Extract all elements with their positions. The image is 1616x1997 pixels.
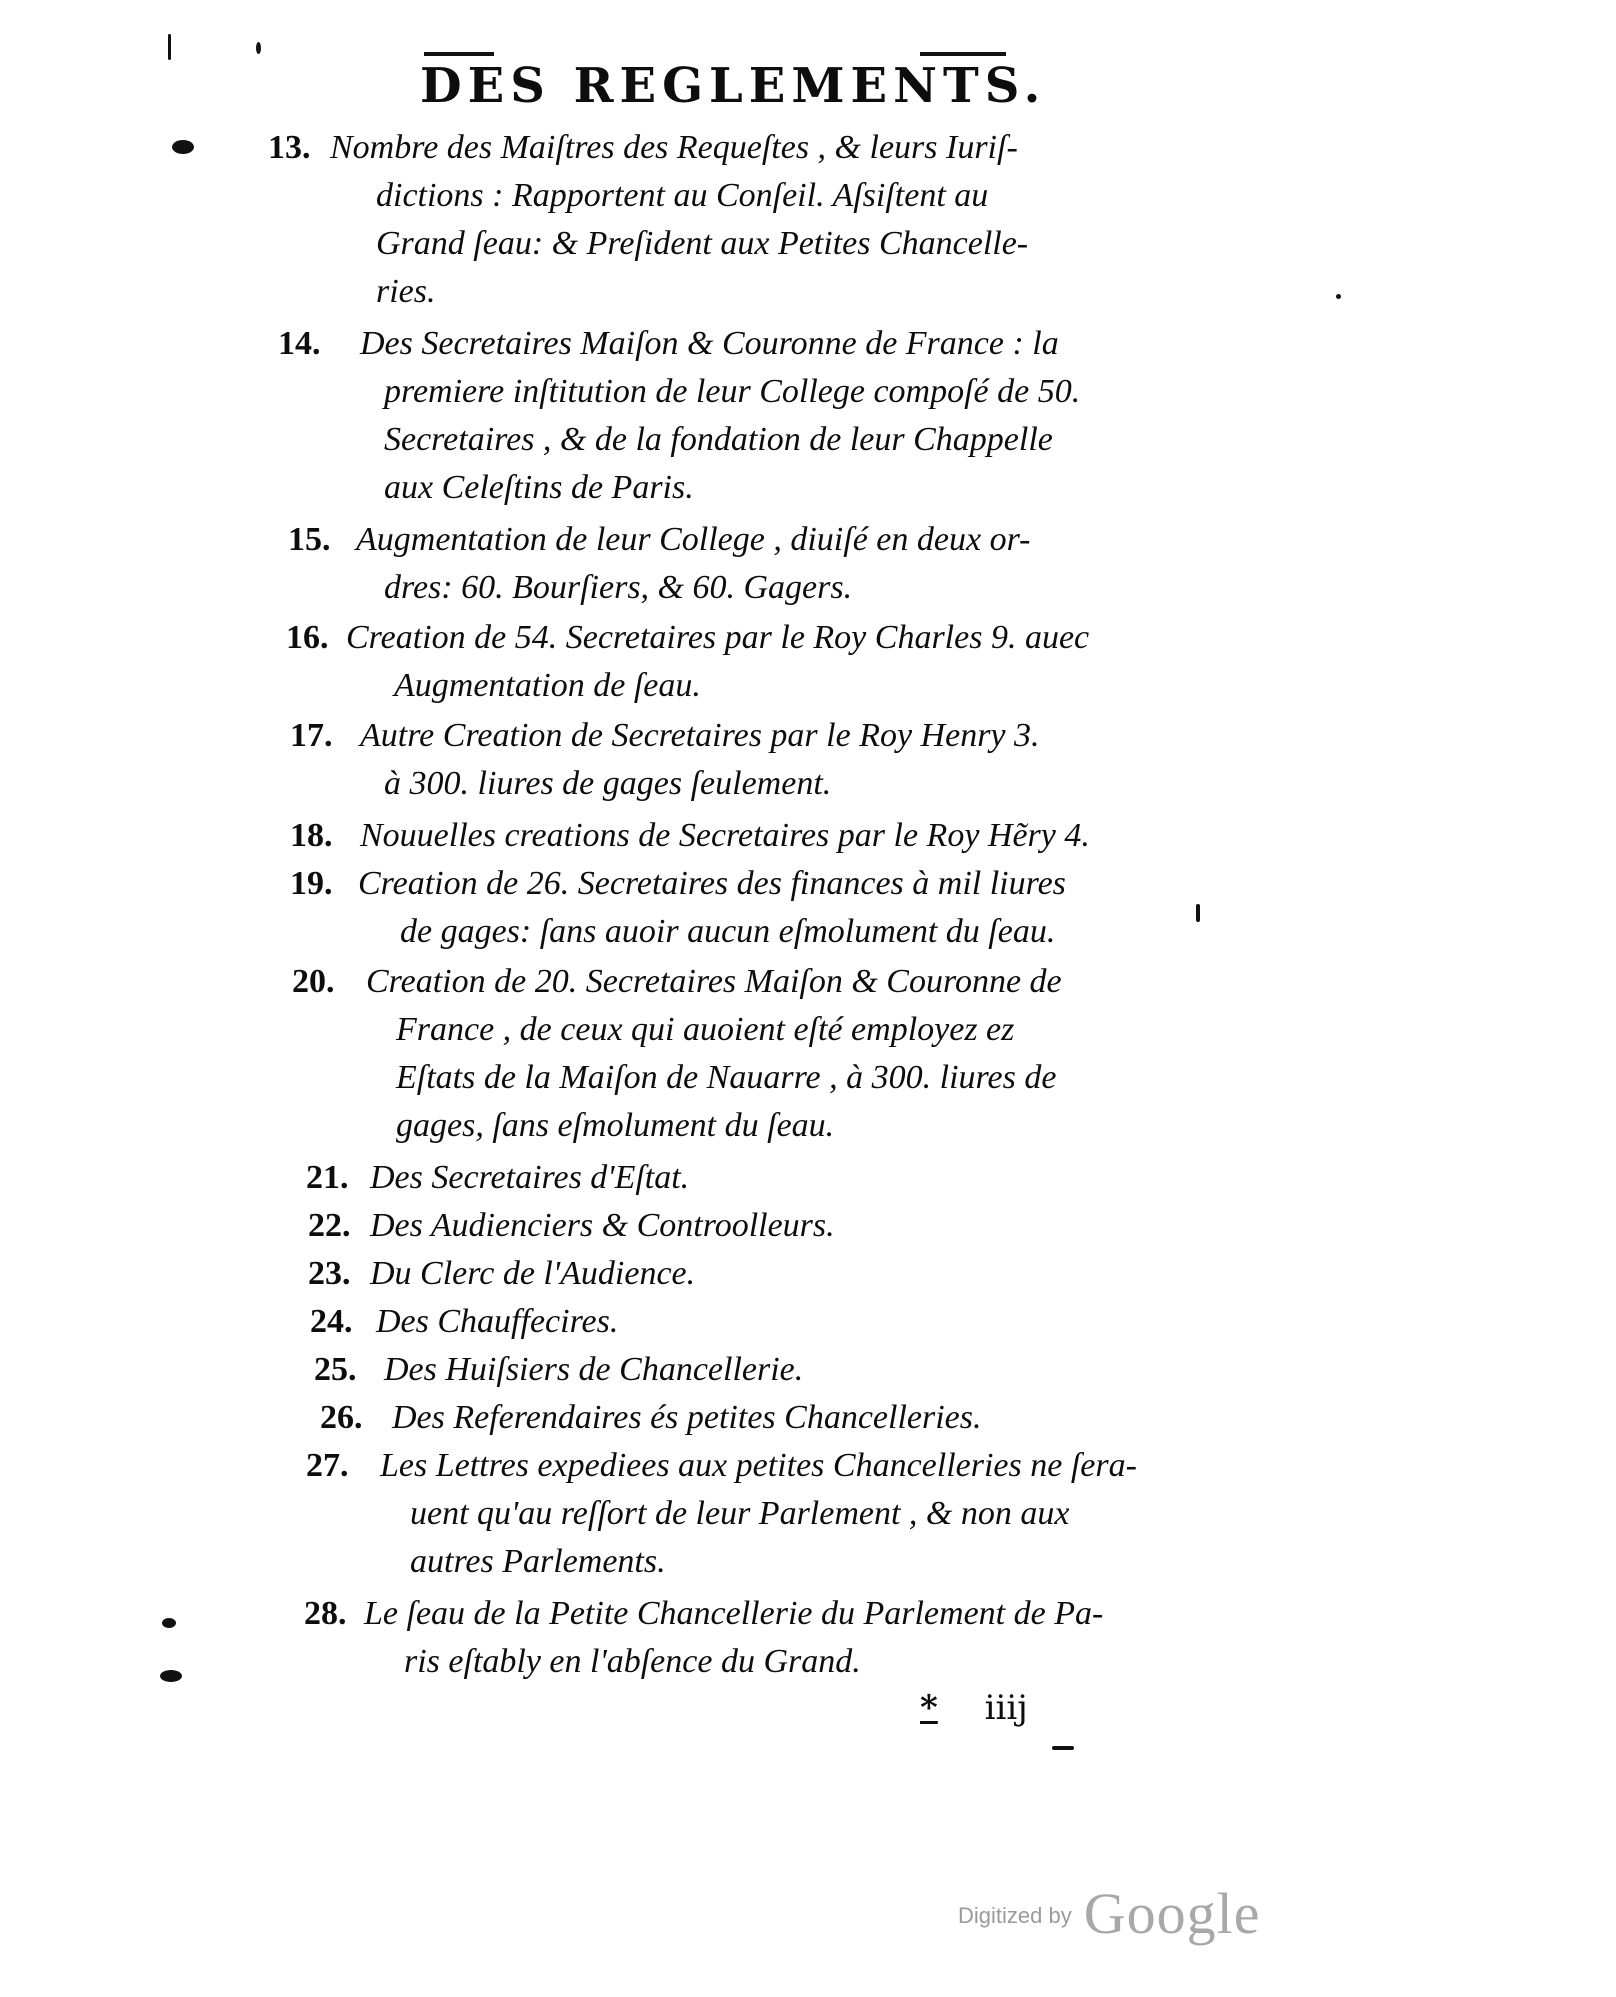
entry-number: 15. — [288, 521, 331, 558]
entry-text-line: Augmentation de leur College , diuiſé en deux or- — [356, 521, 1031, 558]
entry-text-line: Des Audienciers & Controolleurs. — [370, 1207, 835, 1244]
scan-speck — [168, 34, 171, 60]
entry-text-line: Les Lettres expediees aux petites Chancelleries ne ſera- — [380, 1447, 1137, 1484]
entry-text-line: dictions : Rapportent au Conſeil. Aſsiſtent au — [376, 177, 989, 214]
entry-text-line: aux Celeſtins de Paris. — [384, 469, 694, 506]
entry-text-line: Creation de 20. Secretaires Maiſon & Couronne de — [366, 963, 1062, 1000]
digitized-by-label: Digitized by — [958, 1903, 1072, 1928]
scan-speck — [160, 1670, 182, 1682]
signature-mark: * — [920, 1688, 938, 1728]
entry-number: 16. — [286, 619, 329, 656]
entry-text-line: Autre Creation de Secretaires par le Roy Henry 3. — [360, 717, 1040, 754]
entry-text-line: premiere inſtitution de leur College compoſé de 50. — [384, 373, 1081, 410]
entry-number: 17. — [290, 717, 333, 754]
header-rule-left — [424, 52, 494, 56]
entry-text-line: Des Huiſsiers de Chancellerie. — [384, 1351, 804, 1388]
google-logo: Google — [1083, 1881, 1261, 1946]
entry-text-line: ries. — [376, 273, 436, 310]
scan-speck — [1336, 294, 1341, 299]
page-title: DES REGLEMENTS. — [420, 58, 1047, 114]
entry-text-line: Du Clerc de l'Audience. — [370, 1255, 696, 1292]
entry-text-line: Des Referendaires és petites Chancelleries. — [392, 1399, 982, 1436]
entry-text-line: à 300. liures de gages ſeulement. — [384, 765, 832, 802]
entry-number: 18. — [290, 817, 333, 854]
entry-text-line: Creation de 54. Secretaires par le Roy Charles 9. auec — [346, 619, 1090, 656]
digitized-watermark — [958, 1880, 1260, 1947]
entry-text-line: Nouuelles creations de Secretaires par le Roy Hẽry 4. — [360, 817, 1090, 854]
entry-text-line: Secretaires , & de la fondation de leur Chappelle — [384, 421, 1053, 458]
entry-text-line: Creation de 26. Secretaires des finances à mil liures — [358, 865, 1066, 902]
entry-number: 28. — [304, 1595, 347, 1632]
entry-text-line: Des Secretaires Maiſon & Couronne de France : la — [360, 325, 1059, 362]
entry-number: 26. — [320, 1399, 363, 1436]
entry-text-line: Le ſeau de la Petite Chancellerie du Parlement de Pa- — [364, 1595, 1104, 1632]
entry-number: 24. — [310, 1303, 353, 1340]
entry-text-line: gages, ſans eſmolument du ſeau. — [396, 1107, 835, 1144]
entry-number: 20. — [292, 963, 335, 1000]
scan-speck — [256, 42, 261, 54]
header-rule-right — [920, 52, 1006, 56]
scan-speck — [1196, 904, 1200, 922]
scan-speck — [162, 1618, 176, 1628]
entry-number: 23. — [308, 1255, 351, 1292]
entry-number: 22. — [308, 1207, 351, 1244]
entry-text-line: Nombre des Maiſtres des Requeſtes , & leurs Iuriſ- — [330, 129, 1018, 166]
signature-line — [920, 1688, 1028, 1728]
entry-number: 19. — [290, 865, 333, 902]
entry-text-line: ris eſtably en l'abſence du Grand. — [404, 1643, 861, 1680]
entry-text-line: Des Chauffecires. — [376, 1303, 619, 1340]
entry-number: 27. — [306, 1447, 349, 1484]
entry-text-line: Augmentation de ſeau. — [394, 667, 701, 704]
entry-number: 13. — [268, 129, 311, 166]
entry-text-line: France , de ceux qui auoient eſté employez ez — [396, 1011, 1015, 1048]
entry-text-line: uent qu'au reſſort de leur Parlement , & non aux — [410, 1495, 1070, 1532]
entry-number: 25. — [314, 1351, 357, 1388]
scan-speck — [172, 140, 194, 154]
entry-text-line: dres: 60. Bourſiers, & 60. Gagers. — [384, 569, 853, 606]
entry-text-line: autres Parlements. — [410, 1543, 666, 1580]
entry-text-line: Eſtats de la Maiſon de Nauarre , à 300. liures de — [396, 1059, 1057, 1096]
entry-number: 14. — [278, 325, 321, 362]
entry-text-line: Des Secretaires d'Eſtat. — [370, 1159, 690, 1196]
running-header — [420, 52, 1047, 114]
entry-number: 21. — [306, 1159, 349, 1196]
scan-speck — [1052, 1746, 1074, 1750]
entry-text-line: Grand ſeau: & Preſident aux Petites Chancelle- — [376, 225, 1029, 262]
entry-text-line: de gages: ſans auoir aucun eſmolument du ſeau. — [400, 913, 1056, 950]
folio-number: iiij — [984, 1688, 1028, 1728]
